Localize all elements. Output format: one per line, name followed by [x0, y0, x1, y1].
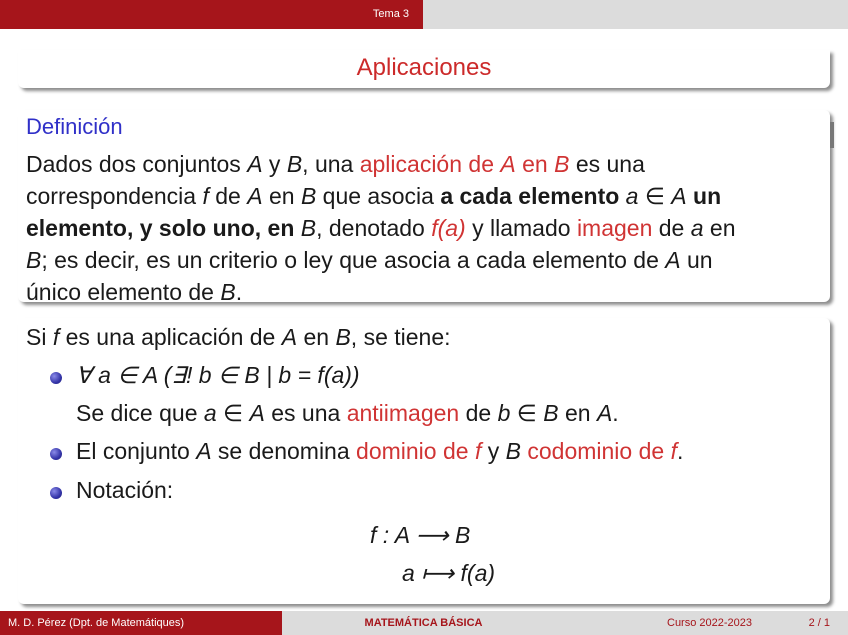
term-aplicacion: aplicación de A en B: [359, 151, 570, 177]
term-imagen: imagen: [576, 215, 653, 241]
definition-line-3: elemento, y solo uno, en B, denotado f(a) y llamado imagen de a en: [26, 215, 736, 241]
definition-body: [26, 148, 826, 308]
footer-course: MATEMÁTICA BÁSICA: [282, 611, 565, 635]
item-1-note: Se dice que a ∈ A es una antiimagen de b ∈ B en A.: [76, 400, 619, 426]
definition-block: [18, 110, 830, 305]
bullet-icon: [50, 448, 62, 460]
main-content-block: [18, 318, 830, 604]
bullet-icon: [50, 372, 62, 384]
intro-line: Si f es una aplicación de A en B, se tiene:: [26, 324, 451, 350]
item-3-label: Notación:: [76, 477, 174, 503]
definition-line-4: B; es decir, es un criterio o ley que asocia a cada elemento de A un: [26, 247, 713, 273]
term-codominio: codominio de f: [527, 438, 677, 464]
item-1-formula: ∀ a ∈ A (∃! b ∈ B | b = f(a)): [76, 362, 360, 388]
frame-title: Aplicaciones: [356, 54, 492, 81]
footer-page-number[interactable]: 2 / 1: [808, 617, 830, 629]
bullet-icon: [50, 487, 62, 499]
footer-bar: [0, 611, 848, 635]
header-section: Tema 3: [372, 8, 409, 20]
definition-heading: Definición: [26, 114, 123, 139]
term-antiimagen: antiimagen: [346, 400, 460, 426]
definition-line-1: Dados dos conjuntos A y B, una aplicación de A en B es una: [26, 151, 645, 177]
definition-line-2: correspondencia f de A en B que asocia a cada elemento a ∈ A un: [26, 183, 722, 209]
footer-author: M. D. Pérez (Dpt. de Matemátiques): [0, 611, 282, 635]
notation-line-1: f : A ⟶ B: [370, 522, 471, 548]
header-bar: [0, 0, 848, 29]
term-fa: f(a): [431, 215, 466, 241]
scroll-indicator: [830, 122, 834, 148]
frame-title-box: [18, 50, 830, 88]
footer-right-cell: [565, 611, 848, 635]
item-2: El conjunto A se denomina dominio de f y B codominio de f.: [76, 438, 684, 464]
footer-year: Curso 2022-2023: [667, 617, 753, 629]
header-right-cell: [423, 0, 848, 29]
notation-line-2: a ⟼ f(a): [402, 560, 496, 586]
term-dominio: dominio de f: [356, 438, 482, 464]
header-section-cell: [0, 0, 423, 29]
definition-line-5: único elemento de B.: [26, 279, 243, 305]
